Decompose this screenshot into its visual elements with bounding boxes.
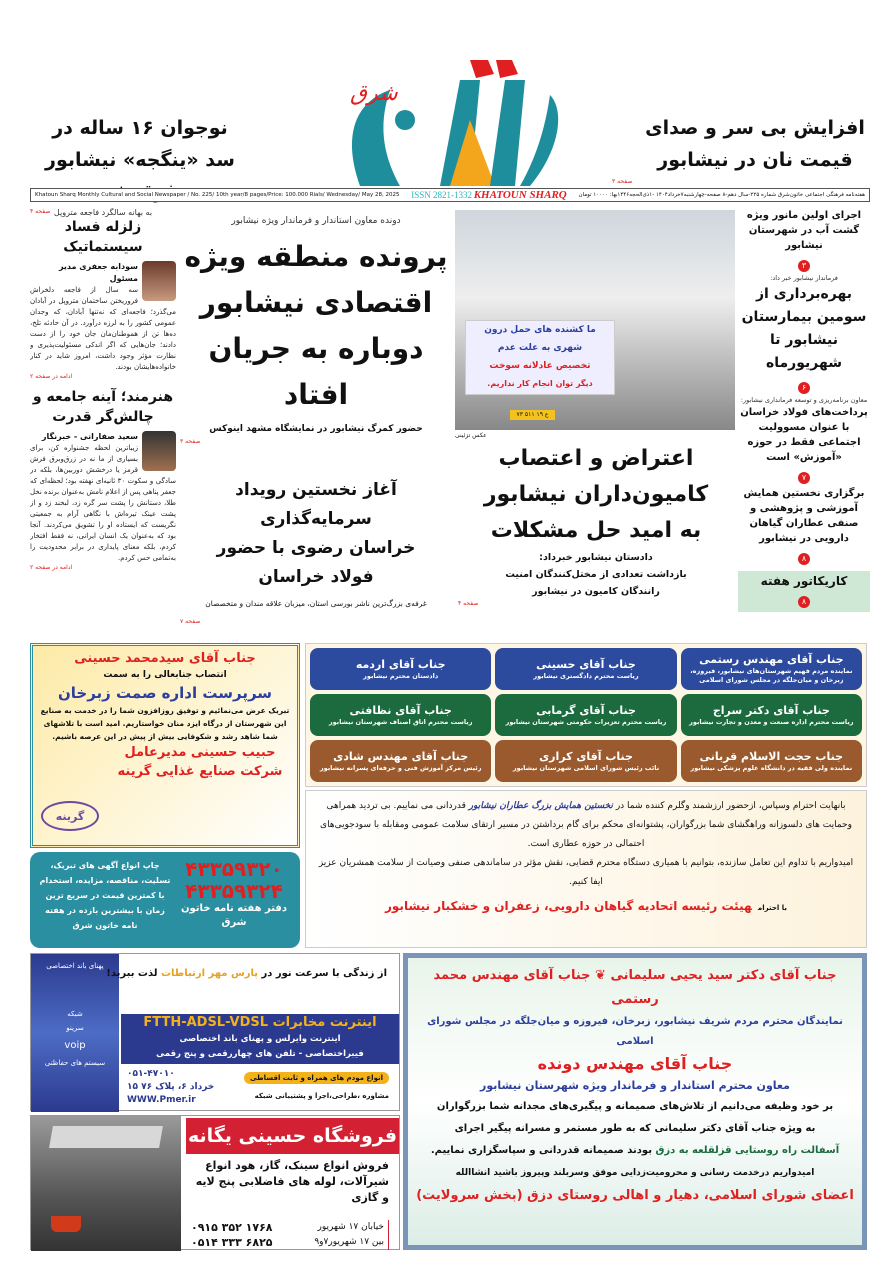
- side-label: شبکه: [67, 1010, 83, 1018]
- ad-internet: [30, 953, 400, 1111]
- honoree-role: معاون محترم استاندار و فرماندار ویژه شهرستان نیشابور: [480, 1079, 790, 1092]
- banner-line: دیگر توان انجام کار نداریم.: [487, 379, 593, 388]
- info-en: Khatoun Sharq Monthly Cultural and Social Newspaper / No. 225/ 10th year/8 pages/Price: 100.000 Rials/ Wednesday/ May 28, 2025: [35, 192, 400, 198]
- story-investment[interactable]: [180, 476, 452, 626]
- ad-signature: اعضای شورای اسلامی، دهیار و اهالی روستای دزق (بخش سرولایت): [416, 1188, 854, 1203]
- lead-story[interactable]: [180, 214, 452, 446]
- cell-name: جناب آقای مهندس رستمی: [699, 653, 844, 666]
- cell-desc: نماینده مردم فهیم شهرستان‌های نیشابور، فیروزه، زبرخان و میان‌جلگه در مجلس شورای اسلامی: [690, 667, 853, 684]
- phone-number: ۰۹۱۵ ۳۵۲ ۱۷۶۸: [191, 1221, 273, 1234]
- congrats-cell: [495, 694, 676, 736]
- banner-line: تخصیص عادلانه سوخت: [489, 361, 591, 371]
- article-body: سه سال از فاجعه دلخراش فروریختن ساختمان متروپل در آبادان می‌گذرد؛ فاجعه‌ای که نه‌تنها آبادان، که وجدان عمومی کشور را به لرزه درآورد. در آن حادثه تلخ، ده‌ها تن از هموطنان‌مان جان خود را از دست دادند؛ جان‌هایی که اگر اندکی مسئولیت‌پذیری و نظارت مؤثر وجود داشت، امروز شاید در کنار خانواده‌هایشان بودند.: [30, 286, 176, 371]
- brief-title: برگزاری نخستین همایش آموزشی و پژوهشی و صنفی عطاران گیاهان دارویی در نیشابور: [743, 488, 865, 544]
- congrats-cell: [681, 648, 862, 690]
- story-sub: غرفه‌ی بزرگ‌ترین ناشر بورسی استان، میزبان علاقه مندان و متخصصان: [205, 599, 427, 608]
- story-line: به امید حل مشکلات: [490, 518, 702, 543]
- cell-desc: ریاست محترم تعزیرات حکومتی شهرستان نیشابور: [505, 717, 667, 726]
- kicker: فرماندار نیشابور خبر داد:: [770, 274, 838, 282]
- protest-banner: [465, 320, 615, 395]
- brief-title: اجرای اولین مانور ویژه گشت آب در شهرستان نیشابور: [746, 210, 862, 251]
- congrats-cell: [310, 740, 491, 782]
- cartoon-label: کاریکاتور هفته: [760, 574, 848, 588]
- brand-name: پارس مهر ارتباطات: [161, 968, 259, 979]
- website-link[interactable]: WWW.Pmer.ir: [127, 1095, 196, 1105]
- congrats-cell: [681, 740, 862, 782]
- cell-name: جناب آقای مهندس شادی: [333, 749, 469, 763]
- address: بین ۱۷ شهریور۷و۹: [314, 1237, 384, 1247]
- ad-office: [30, 852, 300, 948]
- truck-photo: [455, 210, 735, 430]
- honoree: جناب آقای مهندس محمد رستمی: [433, 968, 659, 1007]
- cell-desc: ریاست محترم اتاق اصناف شهرستان نیشابور: [328, 717, 473, 726]
- headline-top-right[interactable]: [640, 112, 870, 176]
- ad-text: لذت ببرید!: [106, 968, 158, 979]
- honoree: جناب آقای دکتر سید یحیی سلیمانی: [610, 968, 837, 983]
- cell-name: جناب آقای حسینی: [536, 657, 636, 671]
- article-title: زلزله فساد سیستماتیک: [63, 219, 143, 255]
- cell-desc: رئیس مرکز آموزش فنی و حرفه‌ای پسرانه نیشابور: [319, 763, 482, 772]
- thanks-highlight: نخستین همایش بزرگ عطاران نیشابور: [468, 801, 613, 811]
- store-name: فروشگاه حسینی یگانه: [186, 1118, 399, 1154]
- story-sub: دادستان نیشابور خبرداد:: [539, 552, 653, 563]
- thanks-text: بانهایت احترام وسپاس، ازحضور ارزشمند وگلرم کننده شما در: [615, 801, 846, 811]
- info-fa: هفته‌نامه فرهنگی اجتماعی خاتون‌شرق شماره ۲۲۵-سال دهم-۸ صفحه-چهارشنبه۷خرداد۱۴۰۴ -۱ذی‌الحجه۱۴۴۶بها: ۱۰۰۰۰ تومان: [578, 192, 865, 198]
- kicker: به بهانه سالگرد فاجعه متروپل: [53, 208, 153, 217]
- cell-desc: دادستان محترم نیشابور: [363, 671, 439, 680]
- brief-item[interactable]: [738, 208, 870, 274]
- cell-name: جناب آقای دکتر سراج: [712, 703, 830, 717]
- article-honarmand[interactable]: [30, 387, 176, 572]
- headline-line: نوجوان ۱۶ ساله در: [52, 117, 228, 139]
- cell-desc: نماینده ولی فقیه در دانشگاه علوم پزشکی نیشابور: [690, 763, 853, 772]
- brief-title: بهره‌برداری از سومین بیمارستان نیشابور تا شهریورماه: [741, 286, 867, 371]
- honoree: جناب آقای مهندس دونده: [537, 1054, 733, 1073]
- cell-name: جناب آقای گرمابی: [536, 703, 636, 717]
- headline-line: افزایش بی سر و صدای: [645, 117, 865, 139]
- ad-text: بودند صمیمانه قدردانی و سپاسگزاری نماییم.: [430, 1145, 652, 1156]
- page-ref: صفحه ۴: [30, 208, 51, 215]
- ad-highlight: آسفالت راه روستایی قزلقلعه به دزق: [655, 1145, 840, 1156]
- store-desc: فروش انواع سینک، گاز، هود انواع شیرآلات، لوله های فاضلابی پنج لایه و گازی: [195, 1159, 389, 1204]
- page-badge: ۸: [798, 553, 810, 565]
- honoree-role: نمایندگان محترم مردم شریف نیشابور، زبرخان، فیروزه و میان‌جلگه در مجلس شورای اسلامی: [427, 1016, 843, 1047]
- author-name: سعید صفارانی - خبرنگار: [41, 432, 138, 441]
- banner-line: شهری به علت عدم: [497, 343, 583, 353]
- brief-item[interactable]: [738, 274, 870, 396]
- ad-text: بر خود وظیفه می‌دانیم از تلاش‌های صمیمانه و پیگیری‌های مجدانه شما بزرگواران: [436, 1101, 834, 1112]
- congrats-cell: [495, 648, 676, 690]
- ad-hosseini: [30, 643, 300, 848]
- kicker: دونده معاون استاندار و فرماندار ویژه نیشابور: [231, 216, 401, 226]
- story-line: خراسان رضوی با حضور: [216, 538, 416, 558]
- cell-desc: ریاست محترم دادگستری نیشابور: [533, 671, 639, 680]
- page-ref: صفحه ۷: [180, 618, 201, 625]
- banner-line: ما کشنده های حمل درون: [484, 325, 596, 335]
- modem-offer: انواع مودم های همراه و ثابت اقساطی: [244, 1072, 389, 1084]
- lead-line: اقتصادی نیشابور: [199, 286, 433, 319]
- author-name: سودابه جعفری مدیر مسئول: [58, 262, 138, 283]
- story-line: آغاز نخستین رویداد سرمایه‌گذاری: [235, 480, 397, 529]
- cell-name: جناب آقای اردمه: [355, 657, 446, 671]
- cell-name: جناب حجت الاسلام قربانی: [699, 749, 844, 763]
- side-label: سرینو: [66, 1024, 84, 1032]
- page-ref: صفحه ۳: [612, 178, 633, 185]
- page-badge: ۳: [798, 260, 810, 272]
- ad-company: شرکت صنایع غذایی گرینه: [117, 764, 283, 779]
- lead-line: پرونده منطقه ویژه: [184, 240, 448, 273]
- office-name: دفتر هفته نامه خاتون شرق: [181, 903, 287, 928]
- cell-name: جناب آقای نظافتی: [349, 703, 452, 717]
- congrats-grid: [305, 643, 867, 787]
- right-column: [738, 208, 870, 640]
- continued-link[interactable]: ادامه در صفحه ۲: [30, 564, 73, 571]
- congrats-cell: [310, 648, 491, 690]
- band-text: فیبراختصاصی - تلفن های چهاررقمی و پنج رقمی: [156, 1049, 364, 1059]
- page-ref: صفحه ۳: [180, 438, 201, 445]
- issn: ISSN 2821-1332: [411, 190, 472, 200]
- masthead-logo: [320, 40, 580, 186]
- congrats-cell: [495, 740, 676, 782]
- side-label: پهنای باند اختصاصی: [46, 962, 104, 970]
- story-line: کامیون‌داران نیشابور: [483, 482, 709, 507]
- address: خیابان ۱۷ شهریور: [317, 1222, 384, 1232]
- logo-text: شرق: [350, 81, 398, 106]
- ad-position: سرپرست اداره صمت زبرخان: [57, 684, 273, 702]
- phone-number: ۴۳۳۵۹۳۲۰: [185, 857, 283, 881]
- ad-title: جناب آقای سیدمحمد حسینی: [74, 651, 256, 666]
- phone-number: ۰۵۱-۴۷۰۱۰: [127, 1069, 175, 1079]
- thanks-text: قدردانی می نماییم. بی تردید همراهی وحمایت های دلسوزانه وراهگشای شما بزرگواران، پشتوانه‌ای محکم برای گام برداشتن در مسیر ارتقای سلامت عمومی ومقابله با سودجویی‌های احتمالی در حوزه عطاری است.: [320, 801, 852, 849]
- ad-text: امیدواریم درخدمت رسانی و محرومیت‌زدایی موفق وسربلند وپیروز باشید انشاالله: [455, 1168, 815, 1178]
- page-badge: ۷: [798, 472, 810, 484]
- thanks-text: امیدواریم با تداوم این تعامل سازنده، بتوانیم با همیاری دستگاه محترم قضایی، نقش مؤثر در ساماندهی صنفی وصیانت از سلامت همشریان عزیز ایفا کنیم.: [318, 858, 854, 887]
- congrats-cell: [310, 694, 491, 736]
- side-label: سیستم های حفاظتی: [44, 1059, 106, 1067]
- brief-item[interactable]: [738, 486, 870, 567]
- left-column: [30, 208, 176, 640]
- sig-pre: با احترام: [757, 904, 787, 912]
- story-line: فولاد خراسان: [258, 567, 374, 587]
- brief-title: پرداخت‌های فولاد خراسان با عنوان مسوولیت اجتماعی فقط در حوزه «آموزش» است: [740, 407, 868, 463]
- side-label: voip: [64, 1040, 86, 1051]
- article-title: هنرمند؛ آینه جامعه و چالش‌گر قدرت: [32, 389, 174, 425]
- author-photo: [142, 261, 176, 301]
- ad-dozagh: جناب آقای دکتر سید یحیی سلیمانی ❦ جناب آقای مهندس محمد رستمی نمایندگان محترم مردم شریف نیشابور، زبرخان، فیروزه و میان‌جلگه در مجلس شورای اسلامی جناب آقای مهندس دونده معاون محترم استاندار و فرماندار ویژه شهرستان نیشابور بر خود وظیفه می‌دانیم از تلاش‌های صمیمانه و پیگیری‌های مجدانه شما بزرگواران به ویژه جناب آقای دکتر سلیمانی که به طور مستمر و مسرانه پیگیر اجرای آسفالت راه روستایی قزلقلعه به دزق بودند صمیمانه قدردانی و سپاسگزاری نماییم. امیدواریم درخدمت رسانی و محرومیت‌زدایی موفق وسربلند وپیروز باشید انشاالله اعضای شورای اسلامی، دهیار و اهالی روستای دزق (بخش سرولایت): [403, 953, 867, 1250]
- page-badge: ۸: [798, 596, 810, 608]
- congrats-cell: [681, 694, 862, 736]
- photo-credit: عکس تزئینی: [455, 432, 487, 439]
- cell-name: جناب آقای کراری: [539, 749, 633, 763]
- gerineh-logo: گرینه: [41, 801, 99, 831]
- band-text: اینترنت وایرلس و پهنای باند اختصاصی: [179, 1034, 341, 1044]
- band-title: اینترنت مخابرات FTTH-ADSL-VDSL: [143, 1015, 377, 1030]
- cell-desc: نائب رئیس شورای اسلامی شهرستان نیشابور: [512, 763, 660, 772]
- address: ۱۵ خرداد ۶، پلاک ۷۶: [127, 1082, 215, 1092]
- headline-line: قیمت نان در نیشابور: [657, 149, 853, 171]
- cartoon-box[interactable]: [738, 571, 870, 612]
- thanks-ad: [305, 790, 867, 948]
- ad-text: از زندگی با سرعت نور در: [261, 968, 387, 979]
- page-badge: ۶: [798, 382, 810, 394]
- kicker: معاون برنامه‌ریزی و توسعه فرمانداری نیشابور:: [740, 396, 868, 404]
- author-photo: [142, 431, 176, 471]
- ad-text: تبریک عرض می‌نمائیم و توفیق روزافزون شما را در خدمت به صنایع این شهرستان از درگاه ایزد منان خواستاریم. امید است با تلاشهای شما شاهد رشد و شکوفایی بیش از پیش در این عرصه باشیم.: [40, 706, 290, 741]
- article-zelzele[interactable]: [30, 208, 176, 381]
- lead-line: دوباره به جریان افتاد: [208, 332, 424, 411]
- continued-link[interactable]: ادامه در صفحه ۲: [30, 373, 73, 380]
- phone-number: ۰۵۱۴ ۳۳۳ ۶۸۲۵: [191, 1236, 273, 1249]
- headline-line: سد «ینگجه» نیشابور: [45, 149, 235, 171]
- signature: هیئت رئیسه اتحادیه گیاهان دارویی، زعفران و خشکبار نیشابور: [385, 899, 752, 913]
- brief-item[interactable]: [738, 396, 870, 486]
- article-body: زیباترین لحظه جشنواره کن، برای بسیاری از ما نه در زرق‌وبرق فرش قرمز یا درخشش دوربین‌ها، بلکه در سادگی و سکوت ۳۰ ثانیه‌ای نهفته بود؛ لحظه‌ای که جعفر پناهی پس از اعلام نامش به‌عنوان برنده نخل طلا، دستانش را پشت سر گره زد، لبخند زد و از پشت عینک تیره‌اش با نگاهی آرام به جمعیتی نگریست که ایستاده او را تشویق می‌کردند. آنجا بود که به‌عنوان یک انسان ایرانی، نه فقط افتخار کردم، بلکه معنای پایداری در برابر محدودیت را به‌تمامی حس کردم.: [30, 444, 176, 562]
- ad-band: [121, 1014, 399, 1064]
- ad-store: [30, 1115, 400, 1250]
- ad-signer: حبیب حسینی مدیرعامل: [124, 745, 276, 760]
- page-ref: صفحه ۴: [458, 600, 479, 607]
- license-plate: ۷۳ ۵۱۱ ع ۱۹: [510, 410, 555, 420]
- story-sub: بازداشت تعدادی از مختل‌کنندگان امنیت: [505, 569, 687, 580]
- info-bar: [30, 188, 870, 202]
- consult-text: مشاوره ،طراحی،اجرا و پشتیبانی شبکه: [254, 1092, 389, 1100]
- ad-text: به ویژه جناب آقای دکتر سلیمانی که به طور مستمر و مسرانه پیگیر اجرای: [454, 1123, 816, 1134]
- story-trucks[interactable]: [458, 441, 734, 608]
- kitchen-photo: [31, 1116, 181, 1251]
- ad-text: چاپ انواع آگهی های تبریک، تسلیت، مناقصه، مزایده، استخدام با کمترین قیمت در سریع ترین زمان با بیشترین بازده در هفته نامه خاتون شرق: [39, 861, 171, 930]
- phone-number: ۴۳۳۵۹۳۲۴: [185, 879, 283, 903]
- story-line: اعتراض و اعتصاب: [498, 446, 694, 471]
- lead-sub: حضور کمرگ نیشابور در نمایشگاه مشهد اینوکس: [209, 424, 423, 434]
- story-sub: رانندگان کامیون در نیشابور: [532, 586, 660, 597]
- brand-en: KHATOUN SHARQ: [473, 189, 567, 201]
- ad-text: انتصاب جنابعالی را به سمت: [103, 670, 227, 680]
- cell-desc: ریاست محترم اداره صنعت و معدن و تجارت نیشابور: [689, 717, 854, 726]
